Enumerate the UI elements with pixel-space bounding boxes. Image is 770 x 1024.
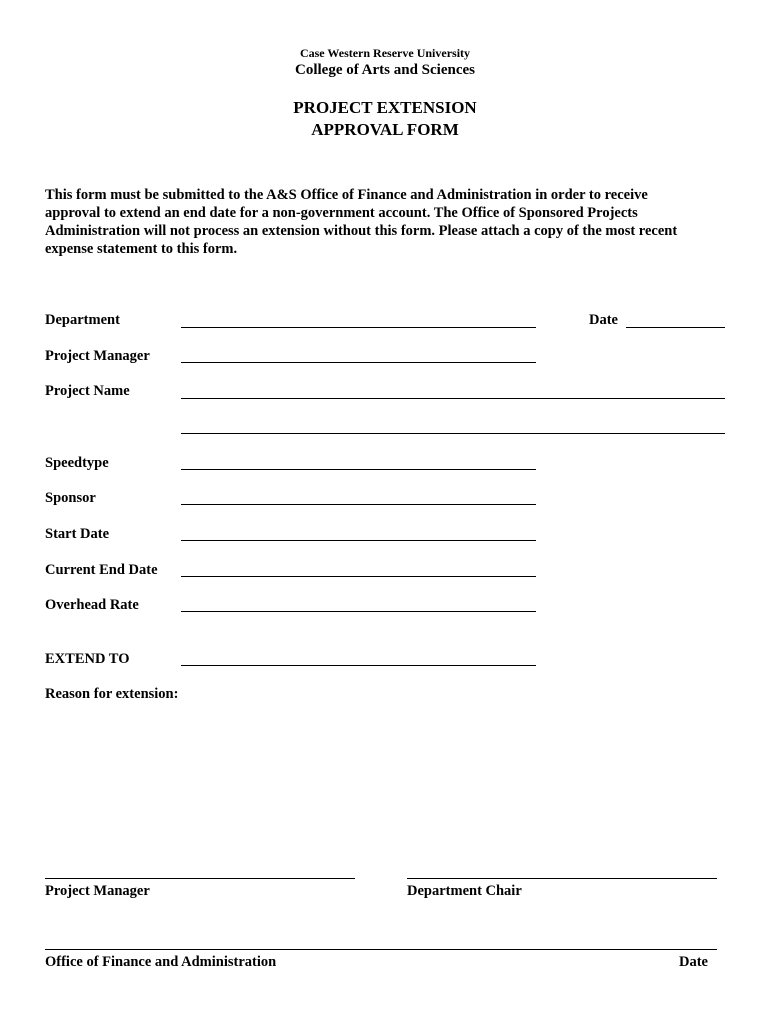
speedtype-label: Speedtype (45, 455, 109, 471)
office-signature-line[interactable] (45, 949, 717, 950)
college-name: College of Arts and Sciences (295, 62, 475, 78)
intro-line: This form must be submitted to the A&S Office of Finance and Administration in order to receive (45, 187, 648, 203)
current-end-date-field[interactable] (181, 576, 536, 577)
extend-to-field[interactable] (181, 665, 536, 666)
current-end-date-label: Current End Date (45, 562, 158, 578)
intro-paragraph (45, 186, 677, 258)
department-chair-signature-line[interactable] (407, 878, 717, 879)
project-manager-label: Project Manager (45, 348, 150, 364)
date-label: Date (589, 312, 618, 328)
extend-to-label: EXTEND TO (45, 651, 130, 667)
department-chair-signature-label: Department Chair (407, 883, 522, 899)
intro-line: Administration will not process an extension without this form. Please attach a copy of the most recent (45, 223, 678, 239)
sponsor-field[interactable] (181, 504, 536, 505)
office-date-label: Date (679, 954, 708, 970)
speedtype-field[interactable] (181, 469, 536, 470)
sponsor-label: Sponsor (45, 490, 96, 506)
project-name-label: Project Name (45, 383, 130, 399)
date-field[interactable] (626, 327, 725, 328)
project-manager-signature-label: Project Manager (45, 883, 150, 899)
intro-line: expense statement to this form. (45, 241, 238, 257)
office-signature-label: Office of Finance and Administration (45, 954, 277, 970)
start-date-label: Start Date (45, 526, 110, 542)
project-name-field-line2[interactable] (181, 433, 725, 434)
project-name-field[interactable] (181, 398, 725, 399)
project-manager-signature-line[interactable] (45, 878, 355, 879)
overhead-rate-field[interactable] (181, 611, 536, 612)
reason-label: Reason for extension: (45, 686, 179, 702)
intro-line: approval to extend an end date for a non-government account. The Office of Sponsored Projects (45, 205, 638, 221)
university-name: Case Western Reserve University (299, 46, 471, 60)
department-label: Department (45, 312, 120, 328)
overhead-rate-label: Overhead Rate (45, 597, 139, 613)
form-title-line2: APPROVAL FORM (311, 120, 459, 139)
form-title-line1: PROJECT EXTENSION (293, 98, 477, 117)
department-field[interactable] (181, 327, 536, 328)
project-manager-field[interactable] (181, 362, 536, 363)
start-date-field[interactable] (181, 540, 536, 541)
